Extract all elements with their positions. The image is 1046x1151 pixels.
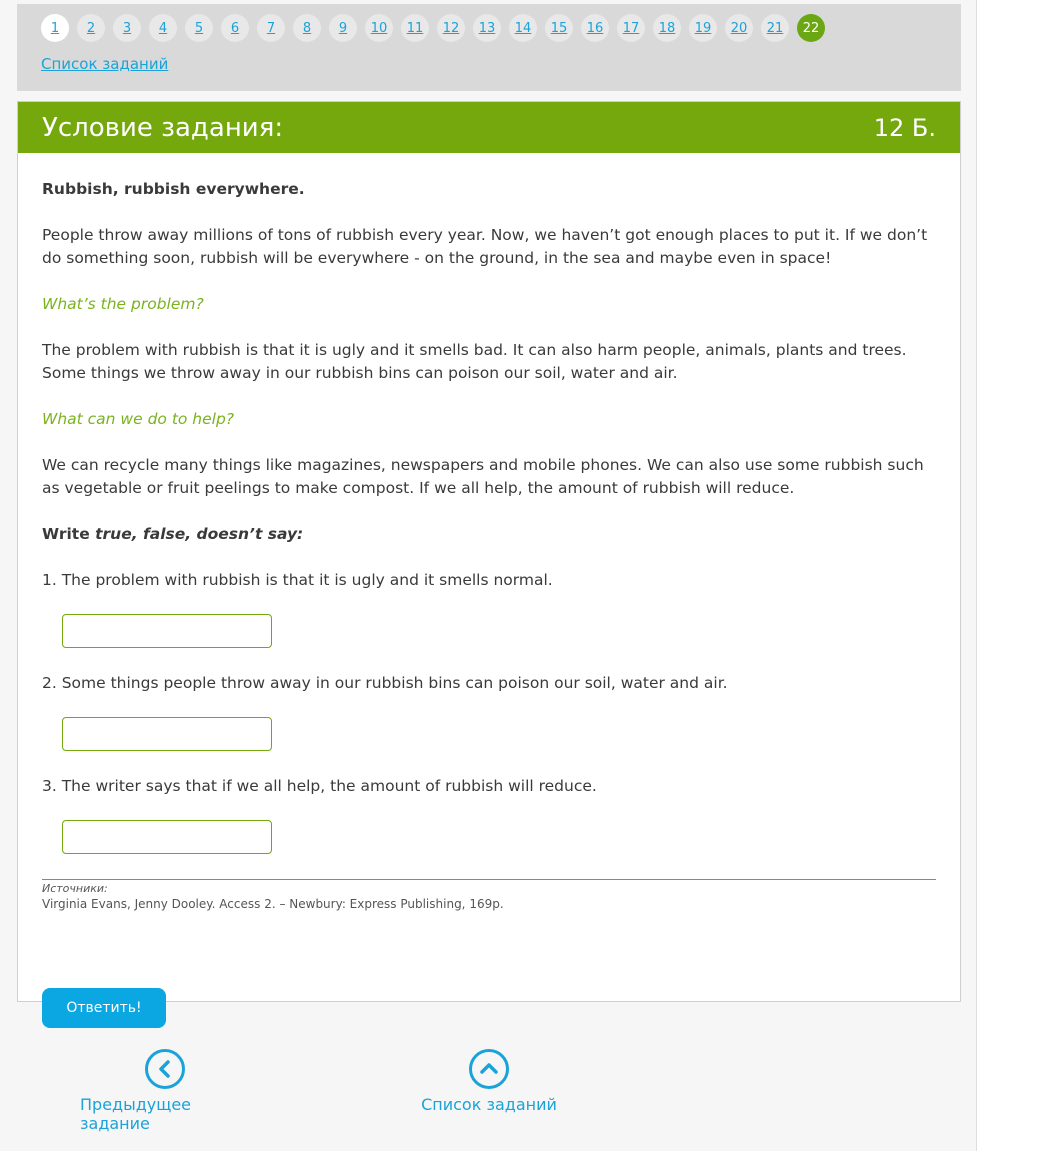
page-link[interactable]: 6 — [221, 14, 249, 42]
pagination — [41, 14, 825, 42]
page-link[interactable]: 11 — [401, 14, 429, 42]
text-title: Rubbish, rubbish everywhere. — [42, 180, 305, 198]
sources-label: Источники: — [42, 882, 108, 895]
page-link[interactable]: 3 — [113, 14, 141, 42]
previous-task-nav[interactable] — [80, 1049, 250, 1133]
page-link[interactable]: 18 — [653, 14, 681, 42]
sources-text: Virginia Evans, Jenny Dooley. Access 2. – Newbury: Express Publishing, 169p. — [42, 897, 504, 911]
heading-help: What can we do to help? — [42, 410, 235, 428]
chevron-up-icon[interactable] — [469, 1049, 509, 1089]
answer-input-1[interactable] — [62, 614, 272, 648]
heading-problem: What’s the problem? — [42, 295, 204, 313]
page-link[interactable]: 12 — [437, 14, 465, 42]
paragraph-intro: People throw away millions of tons of rubbish every year. Now, we haven’t got enough places to put it. If we don’t do something soon, rubbish will be everywhere - on the ground, in the sea and maybe even in space! — [42, 226, 928, 267]
page-link[interactable]: 17 — [617, 14, 645, 42]
task-card-title: Условие задания: — [42, 112, 284, 143]
page-link[interactable]: 21 — [761, 14, 789, 42]
task-card-header — [18, 102, 960, 153]
page-link[interactable]: 7 — [257, 14, 285, 42]
answer-input-2[interactable] — [62, 717, 272, 751]
page-link[interactable]: 10 — [365, 14, 393, 42]
page-link[interactable]: 13 — [473, 14, 501, 42]
previous-task-label[interactable]: Предыдущее задание — [80, 1095, 192, 1133]
question-1: 1. The problem with rubbish is that it is ugly and it smells normal. — [42, 571, 553, 589]
pagination-panel — [17, 4, 961, 91]
page-link-current[interactable]: 22 — [797, 14, 825, 42]
question-2: 2. Some things people throw away in our rubbish bins can poison our soil, water and air. — [42, 674, 728, 692]
page-link[interactable]: 20 — [725, 14, 753, 42]
page-link[interactable]: 1 — [41, 14, 69, 42]
page-link[interactable]: 14 — [509, 14, 537, 42]
answer-input-3[interactable] — [62, 820, 272, 854]
task-card — [17, 101, 961, 1016]
page-link[interactable]: 8 — [293, 14, 321, 42]
page-link[interactable]: 16 — [581, 14, 609, 42]
paragraph-help: We can recycle many things like magazines, newspapers and mobile phones. We can also use some rubbish such as vegetable or fruit peelings to make compost. If we all help, the amount of rubbish will reduce. — [42, 456, 924, 497]
instruction — [42, 523, 936, 546]
page-link[interactable]: 5 — [185, 14, 213, 42]
paragraph-problem: The problem with rubbish is that it is ugly and it smells bad. It can also harm people, animals, plants and trees. Some things we throw away in our rubbish bins can poison our soil, water and air. — [42, 341, 907, 382]
sources-divider — [42, 879, 936, 880]
page-link[interactable]: 9 — [329, 14, 357, 42]
instruction-options: true, false, doesn’t say: — [95, 525, 304, 543]
chevron-left-icon[interactable] — [145, 1049, 185, 1089]
task-list-label[interactable]: Список заданий — [421, 1095, 557, 1114]
page-link[interactable]: 2 — [77, 14, 105, 42]
task-list-nav[interactable] — [420, 1049, 558, 1114]
right-margin — [977, 0, 1046, 1151]
submit-button[interactable]: Ответить! — [42, 988, 166, 1028]
page-link[interactable]: 19 — [689, 14, 717, 42]
page-link[interactable]: 4 — [149, 14, 177, 42]
page-link[interactable]: 15 — [545, 14, 573, 42]
instruction-prefix: Write — [42, 525, 96, 543]
task-list-link[interactable]: Список заданий — [41, 55, 169, 73]
question-3: 3. The writer says that if we all help, the amount of rubbish will reduce. — [42, 777, 597, 795]
task-score: 12 Б. — [873, 113, 936, 142]
